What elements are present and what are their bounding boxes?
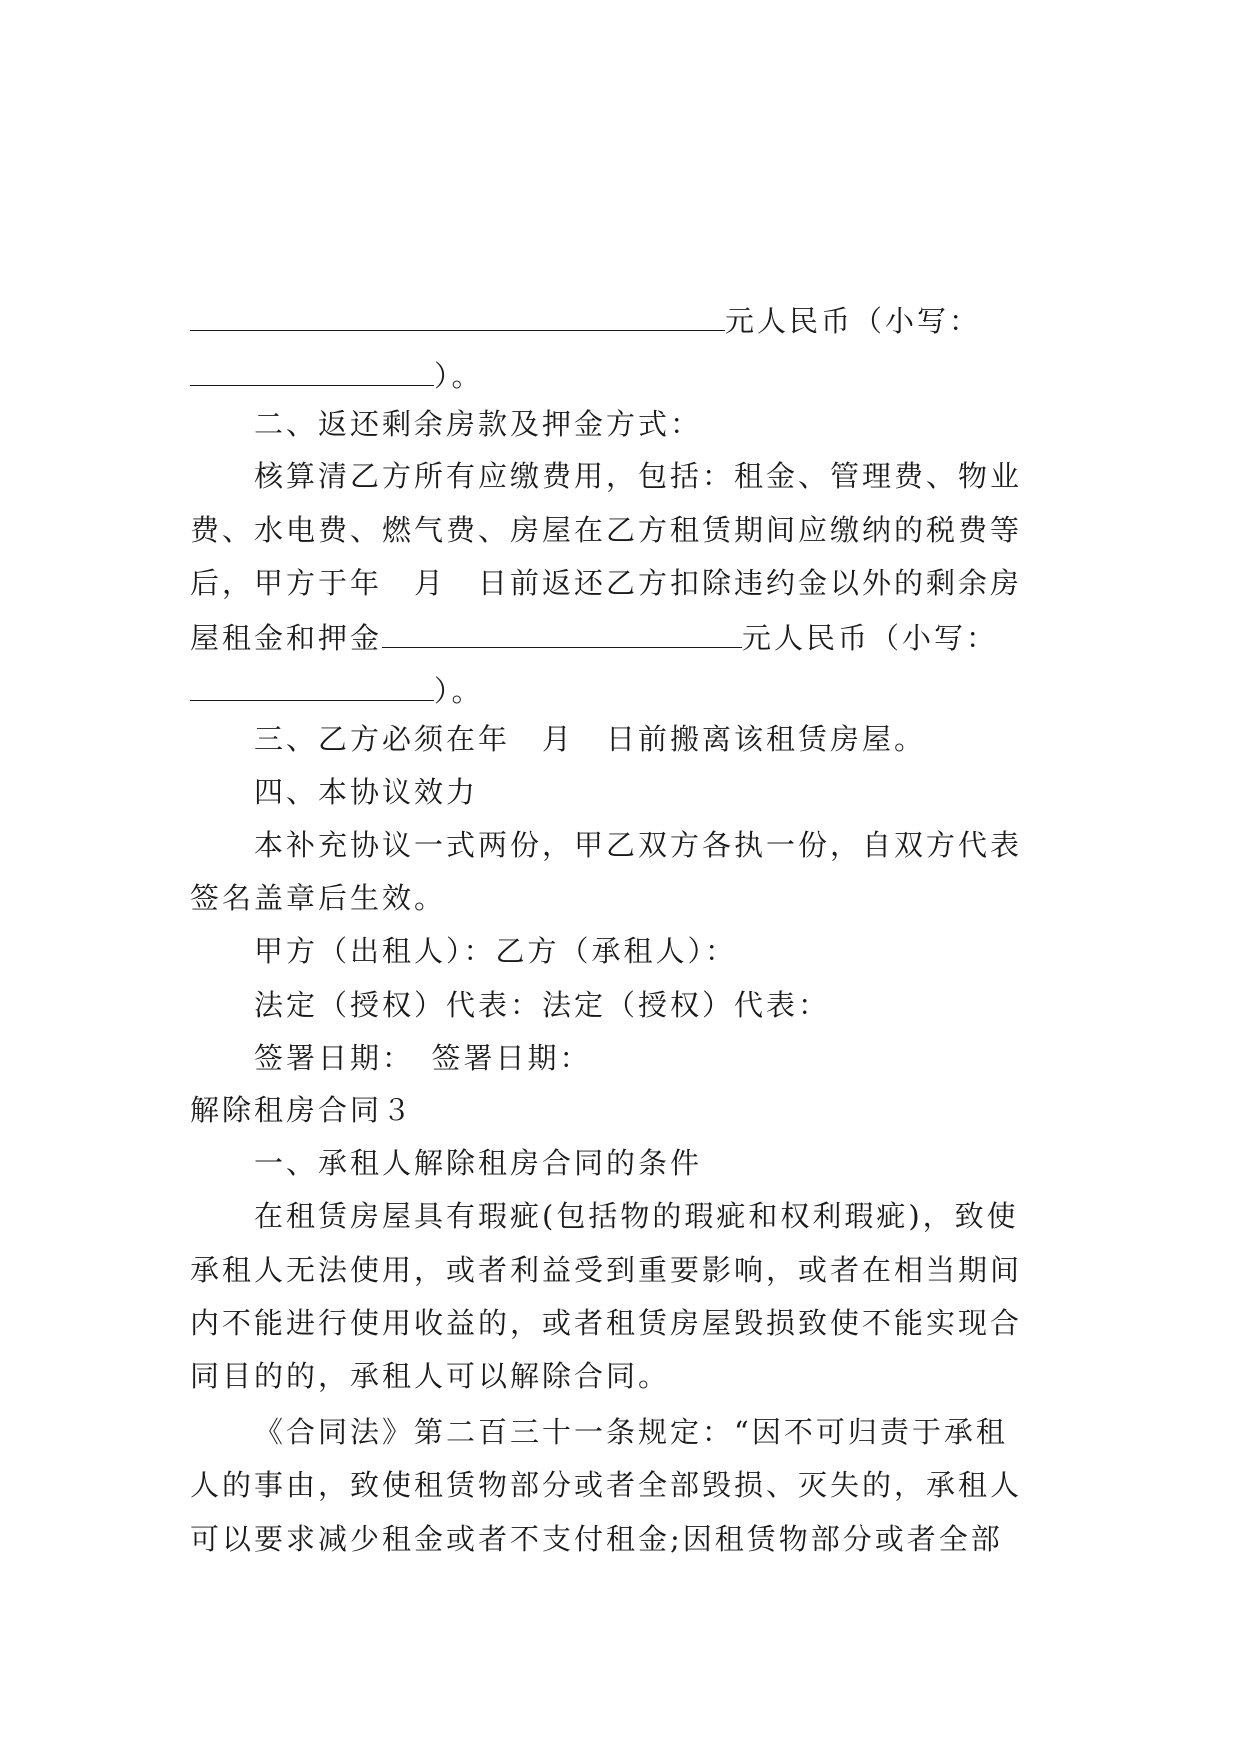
section-title: 解除租房合同３ [190, 1093, 415, 1127]
amount-label: 元人民币（小写： [725, 304, 982, 338]
deposit-amount-label: 元人民币（小写： [742, 621, 999, 655]
amount-figure-line [190, 355, 484, 395]
section-3: 三、乙方必须在年 月 日前搬离该租赁房屋。 [254, 722, 927, 756]
signature-parties: 甲方（出租人）：乙方（承租人）： [254, 934, 738, 968]
deposit-blank [382, 617, 742, 648]
amount-line [190, 300, 981, 340]
deposit-close: ）。 [434, 674, 484, 708]
signature-representatives: 法定（授权）代表：法定（授权）代表： [254, 988, 831, 1022]
section-2-line-3: 后，甲方于年 月 日前返还乙方扣除违约金以外的剩余房 [190, 566, 1023, 600]
deposit-figure-line [190, 670, 484, 710]
law-quote-line-1: 《合同法》第二百三十一条规定：“因不可归责于承租 [254, 1415, 1008, 1449]
signature-dates: 签署日期： 签署日期： [254, 1041, 592, 1075]
law-quote-line-2: 人的事由，致使租赁物部分或者全部毁损、灭失的，承租人 [190, 1468, 1023, 1502]
clause-1-line-4: 同目的的，承租人可以解除合同。 [190, 1359, 671, 1393]
section-2-heading: 二、返还剩余房款及押金方式： [254, 407, 703, 441]
section-4-line-1: 本补充协议一式两份，甲乙双方各执一份，自双方代表 [254, 828, 1023, 862]
deposit-label: 屋租金和押金 [190, 621, 383, 655]
law-quote-line-3: 可以要求减少租金或者不支付租金;因租赁物部分或者全部 [190, 1522, 1003, 1556]
clause-1-heading: 一、承租人解除租房合同的条件 [254, 1146, 703, 1180]
amount-blank [190, 300, 725, 331]
clause-1-line-2: 承租人无法使用，或者利益受到重要影响，或者在相当期间 [190, 1253, 1023, 1287]
amount-close: ）。 [434, 359, 484, 393]
amount-figure-blank [190, 355, 434, 386]
clause-1-line-1: 在租赁房屋具有瑕疵(包括物的瑕疵和权利瑕疵)，致使 [254, 1199, 1019, 1233]
section-4-line-2: 签名盖章后生效。 [190, 881, 447, 915]
section-2-line-2: 费、水电费、燃气费、房屋在乙方租赁期间应缴纳的税费等 [190, 513, 1023, 547]
clause-1-line-3: 内不能进行使用收益的，或者租赁房屋毁损致使不能实现合 [190, 1306, 1023, 1340]
section-2-line-4 [190, 617, 998, 657]
section-4-heading: 四、本协议效力 [254, 775, 479, 809]
section-2-line-1: 核算清乙方所有应缴费用，包括：租金、管理费、物业 [254, 459, 1023, 493]
deposit-figure-blank [190, 670, 434, 701]
